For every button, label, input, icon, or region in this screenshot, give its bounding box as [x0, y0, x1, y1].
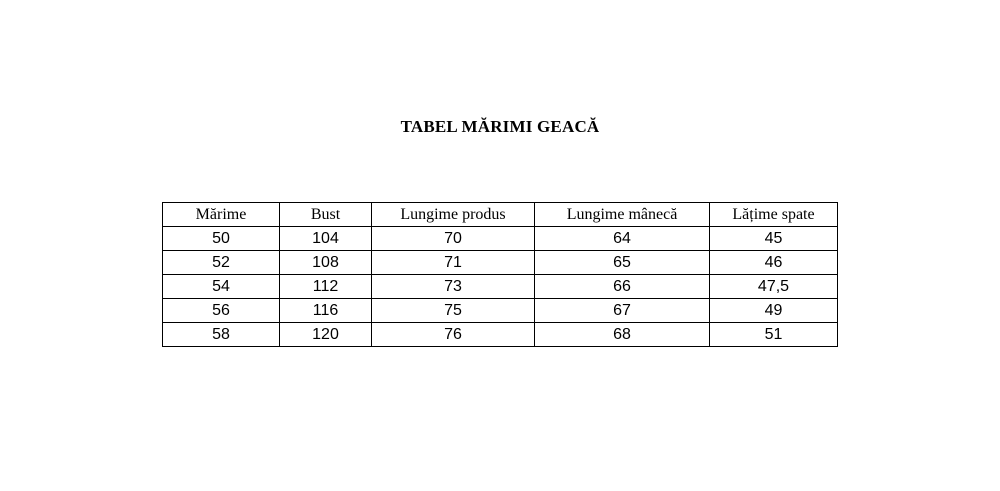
table-cell: 116	[280, 299, 372, 323]
table-cell: 47,5	[710, 275, 838, 299]
table-cell: 51	[710, 323, 838, 347]
table-cell: 66	[535, 275, 710, 299]
table-cell: 104	[280, 227, 372, 251]
table-cell: 67	[535, 299, 710, 323]
table-cell: 75	[372, 299, 535, 323]
table-cell: 112	[280, 275, 372, 299]
table-cell: 73	[372, 275, 535, 299]
table-row	[163, 227, 838, 251]
header-size: Mărime	[163, 203, 280, 227]
page-title: TABEL MĂRIMI GEACĂ	[400, 117, 600, 136]
table-header-row	[163, 203, 838, 227]
table-cell: 49	[710, 299, 838, 323]
header-sleeve-length: Lungime mânecă	[535, 203, 710, 227]
table-cell: 58	[163, 323, 280, 347]
table-row	[163, 275, 838, 299]
table-cell: 65	[535, 251, 710, 275]
table-cell: 50	[163, 227, 280, 251]
table-cell: 46	[710, 251, 838, 275]
size-table	[162, 202, 838, 347]
table-cell: 71	[372, 251, 535, 275]
table-cell: 64	[535, 227, 710, 251]
table-cell: 56	[163, 299, 280, 323]
header-bust: Bust	[280, 203, 372, 227]
table-cell: 70	[372, 227, 535, 251]
table-cell: 120	[280, 323, 372, 347]
table-cell: 76	[372, 323, 535, 347]
table-cell: 54	[163, 275, 280, 299]
table-cell: 45	[710, 227, 838, 251]
table-cell: 68	[535, 323, 710, 347]
table-row	[163, 299, 838, 323]
table-row	[163, 323, 838, 347]
table-cell: 52	[163, 251, 280, 275]
table-row	[163, 251, 838, 275]
header-product-length: Lungime produs	[372, 203, 535, 227]
header-back-width: Lățime spate	[710, 203, 838, 227]
table-cell: 108	[280, 251, 372, 275]
